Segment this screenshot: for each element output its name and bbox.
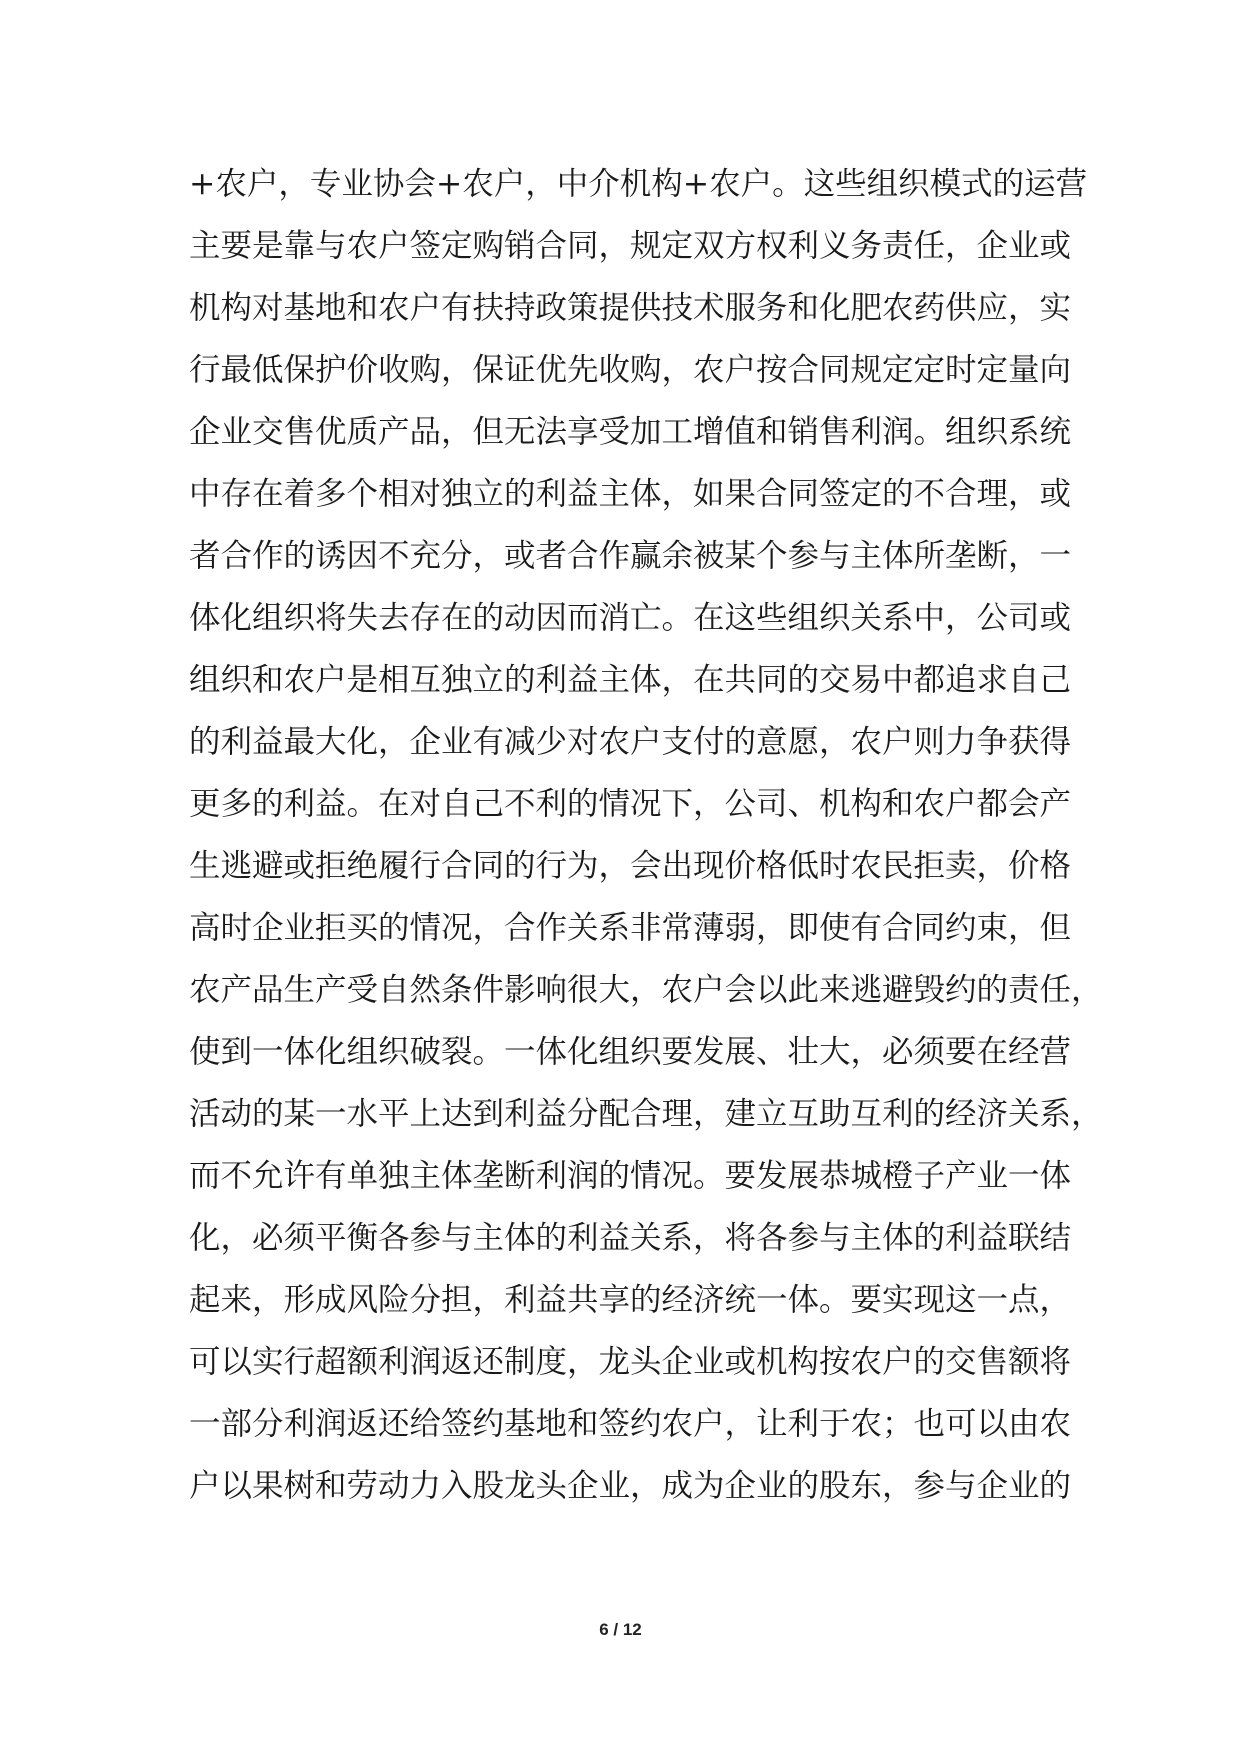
text-line: 的利益最大化，企业有减少对农户支付的意愿，农户则力争获得: [189, 724, 1072, 760]
text-line: 活动的某一水平上达到利益分配合理，建立互助互利的经济关系，: [189, 1096, 1103, 1132]
text-line: 一部分利润返还给签约基地和签约农户，让利于农；也可以由农: [189, 1406, 1072, 1442]
text-line: 组织和农户是相互独立的利益主体，在共同的交易中都追求自己: [189, 662, 1072, 698]
text-line: 农产品生产受自然条件影响很大，农户会以此来逃避毁约的责任，: [189, 972, 1103, 1008]
text-line: 化，必须平衡各参与主体的利益关系，将各参与主体的利益联结: [189, 1220, 1072, 1256]
text-line: 更多的利益。在对自己不利的情况下，公司、机构和农户都会产: [189, 786, 1072, 822]
page-number: 6 / 12: [599, 1620, 642, 1639]
text-line: 生逃避或拒绝履行合同的行为，会出现价格低时农民拒卖，价格: [189, 848, 1072, 884]
text-line: 体化组织将失去存在的动因而消亡。在这些组织关系中，公司或: [189, 600, 1072, 636]
text-line: 而不允许有单独主体垄断利润的情况。要发展恭城橙子产业一体: [189, 1158, 1072, 1194]
text-line: 行最低保护价收购，保证优先收购，农户按合同规定定时定量向: [189, 352, 1072, 388]
text-line: 主要是靠与农户签定购销合同，规定双方权利义务责任，企业或: [189, 228, 1072, 264]
text-line: 机构对基地和农户有扶持政策提供技术服务和化肥农药供应，实: [189, 290, 1072, 326]
text-line: 可以实行超额利润返还制度，龙头企业或机构按农户的交售额将: [189, 1344, 1072, 1380]
body-paragraph: [189, 153, 1103, 1517]
text-line: 中存在着多个相对独立的利益主体，如果合同签定的不合理，或: [189, 476, 1072, 512]
text-line: 高时企业拒买的情况，合作关系非常薄弱，即使有合同约束，但: [189, 910, 1072, 946]
text-line: 企业交售优质产品，但无法享受加工增值和销售利润。组织系统: [189, 414, 1072, 450]
text-line: 使到一体化组织破裂。一体化组织要发展、壮大，必须要在经营: [189, 1034, 1072, 1070]
text-line: +农户，专业协会+农户，中介机构+农户。这些组织模式的运营: [189, 166, 1088, 202]
text-line: 者合作的诱因不充分，或者合作赢余被某个参与主体所垄断，一: [189, 538, 1072, 574]
text-line: 户以果树和劳动力入股龙头企业，成为企业的股东，参与企业的: [189, 1468, 1072, 1504]
text-line: 起来，形成风险分担，利益共享的经济统一体。要实现这一点，: [189, 1282, 1072, 1318]
